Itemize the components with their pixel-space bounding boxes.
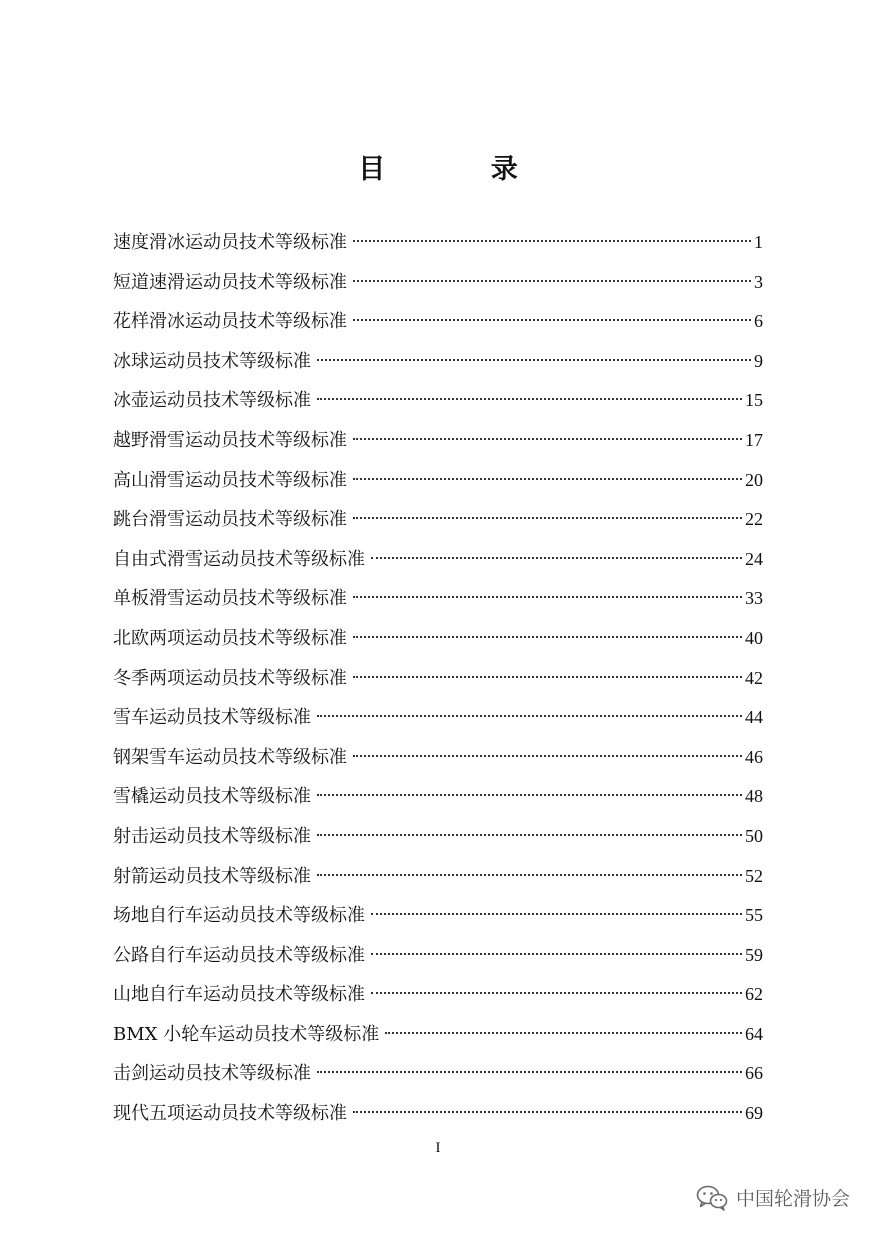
toc-entry[interactable] bbox=[113, 223, 763, 263]
table-of-contents bbox=[113, 223, 763, 1134]
toc-entry-title: 山地自行车运动员技术等级标准 bbox=[113, 984, 365, 1006]
dot-leader bbox=[353, 517, 742, 519]
toc-entry[interactable] bbox=[113, 579, 763, 619]
toc-entry[interactable] bbox=[113, 1015, 763, 1055]
toc-entry-page: 62 bbox=[745, 984, 763, 1005]
toc-entry[interactable] bbox=[113, 975, 763, 1015]
toc-entry-title: 射击运动员技术等级标准 bbox=[113, 825, 311, 847]
wechat-icon bbox=[696, 1185, 728, 1211]
toc-entry-title: 速度滑冰运动员技术等级标准 bbox=[113, 232, 347, 253]
watermark-text: 中国轮滑协会 bbox=[735, 1188, 850, 1210]
toc-entry[interactable] bbox=[113, 777, 763, 817]
dot-leader bbox=[317, 715, 742, 717]
toc-entry-page: 20 bbox=[745, 469, 763, 490]
toc-entry-page: 9 bbox=[754, 350, 763, 371]
toc-entry-title: 花样滑冰运动员技术等级标准 bbox=[113, 311, 347, 333]
toc-entry[interactable] bbox=[113, 659, 763, 699]
toc-entry-page: 48 bbox=[745, 786, 763, 807]
toc-entry[interactable] bbox=[113, 421, 763, 461]
dot-leader bbox=[353, 755, 742, 757]
toc-entry[interactable] bbox=[113, 896, 763, 936]
toc-entry-page: 59 bbox=[745, 944, 763, 965]
toc-entry-page: 55 bbox=[745, 905, 763, 926]
toc-entry-page: 64 bbox=[745, 1023, 763, 1044]
toc-entry-title: 单板滑雪运动员技术等级标准 bbox=[113, 588, 347, 610]
dot-leader bbox=[317, 834, 742, 836]
toc-entry-title: 越野滑雪运动员技术等级标准 bbox=[113, 429, 347, 451]
toc-entry-title: 公路自行车运动员技术等级标准 bbox=[113, 944, 365, 966]
toc-entry-title: 冰球运动员技术等级标准 bbox=[113, 350, 311, 372]
toc-entry[interactable] bbox=[113, 263, 763, 303]
toc-entry-title: 冰壶运动员技术等级标准 bbox=[113, 390, 311, 412]
toc-entry-title: 钢架雪车运动员技术等级标准 bbox=[113, 746, 347, 768]
toc-entry-page: 15 bbox=[745, 390, 763, 411]
toc-entry-page: 1 bbox=[754, 232, 763, 252]
toc-entry[interactable] bbox=[113, 698, 763, 738]
toc-entry-title: 短道速滑运动员技术等级标准 bbox=[113, 271, 347, 293]
toc-entry-title: 射箭运动员技术等级标准 bbox=[113, 865, 311, 887]
toc-entry-page: 6 bbox=[754, 311, 763, 332]
dot-leader bbox=[317, 398, 742, 400]
dot-leader bbox=[317, 794, 742, 796]
toc-entry-title: 冬季两项运动员技术等级标准 bbox=[113, 667, 347, 689]
toc-entry-page: 44 bbox=[745, 707, 763, 728]
page-number: I bbox=[435, 1140, 441, 1156]
toc-entry-page: 24 bbox=[745, 548, 763, 569]
toc-entry-title: BMX 小轮车运动员技术等级标准 bbox=[113, 1023, 380, 1045]
dot-leader bbox=[371, 557, 742, 559]
toc-entry-page: 33 bbox=[745, 588, 763, 609]
toc-entry-title: 北欧两项运动员技术等级标准 bbox=[113, 627, 347, 649]
dot-leader bbox=[371, 992, 742, 994]
toc-entry-title: 击剑运动员技术等级标准 bbox=[113, 1063, 311, 1085]
toc-entry-title: 自由式滑雪运动员技术等级标准 bbox=[113, 548, 365, 570]
toc-entry[interactable] bbox=[113, 1054, 763, 1094]
toc-entry[interactable] bbox=[113, 302, 763, 342]
dot-leader bbox=[353, 596, 742, 598]
toc-entry-page: 42 bbox=[745, 667, 763, 688]
dot-leader bbox=[317, 874, 742, 876]
page-title: 目 录 bbox=[358, 154, 566, 185]
toc-entry[interactable] bbox=[113, 619, 763, 659]
toc-entry-title: 场地自行车运动员技术等级标准 bbox=[113, 905, 365, 927]
dot-leader bbox=[353, 478, 742, 480]
toc-entry-page: 66 bbox=[745, 1063, 763, 1084]
dot-leader bbox=[353, 676, 742, 678]
toc-entry[interactable] bbox=[113, 1094, 763, 1134]
watermark bbox=[696, 1184, 850, 1211]
toc-entry-page: 50 bbox=[745, 825, 763, 846]
toc-entry-title: 雪橇运动员技术等级标准 bbox=[113, 786, 311, 808]
dot-leader bbox=[353, 240, 751, 242]
toc-entry-page: 17 bbox=[745, 429, 763, 450]
toc-entry-title: 高山滑雪运动员技术等级标准 bbox=[113, 469, 347, 491]
toc-entry[interactable] bbox=[113, 738, 763, 778]
dot-leader bbox=[371, 953, 742, 955]
dot-leader bbox=[353, 438, 742, 440]
toc-entry[interactable] bbox=[113, 936, 763, 976]
toc-entry[interactable] bbox=[113, 461, 763, 501]
dot-leader bbox=[385, 1032, 742, 1034]
dot-leader bbox=[317, 359, 751, 361]
toc-entry[interactable] bbox=[113, 857, 763, 897]
toc-entry-page: 52 bbox=[745, 865, 763, 886]
toc-entry[interactable] bbox=[113, 342, 763, 382]
dot-leader bbox=[353, 280, 751, 282]
toc-entry-page: 22 bbox=[745, 509, 763, 530]
toc-entry-title: 跳台滑雪运动员技术等级标准 bbox=[113, 509, 347, 531]
toc-entry[interactable] bbox=[113, 817, 763, 857]
dot-leader bbox=[371, 913, 742, 915]
dot-leader bbox=[317, 1071, 742, 1073]
toc-entry-page: 3 bbox=[754, 271, 763, 292]
toc-entry-page: 46 bbox=[745, 746, 763, 767]
toc-entry-page: 69 bbox=[745, 1103, 763, 1124]
toc-entry[interactable] bbox=[113, 540, 763, 580]
toc-entry-page: 40 bbox=[745, 627, 763, 648]
toc-entry[interactable] bbox=[113, 500, 763, 540]
toc-entry[interactable] bbox=[113, 381, 763, 421]
toc-entry-title: 雪车运动员技术等级标准 bbox=[113, 707, 311, 729]
toc-entry-title: 现代五项运动员技术等级标准 bbox=[113, 1103, 347, 1125]
dot-leader bbox=[353, 319, 751, 321]
dot-leader bbox=[353, 1111, 742, 1113]
dot-leader bbox=[353, 636, 742, 638]
